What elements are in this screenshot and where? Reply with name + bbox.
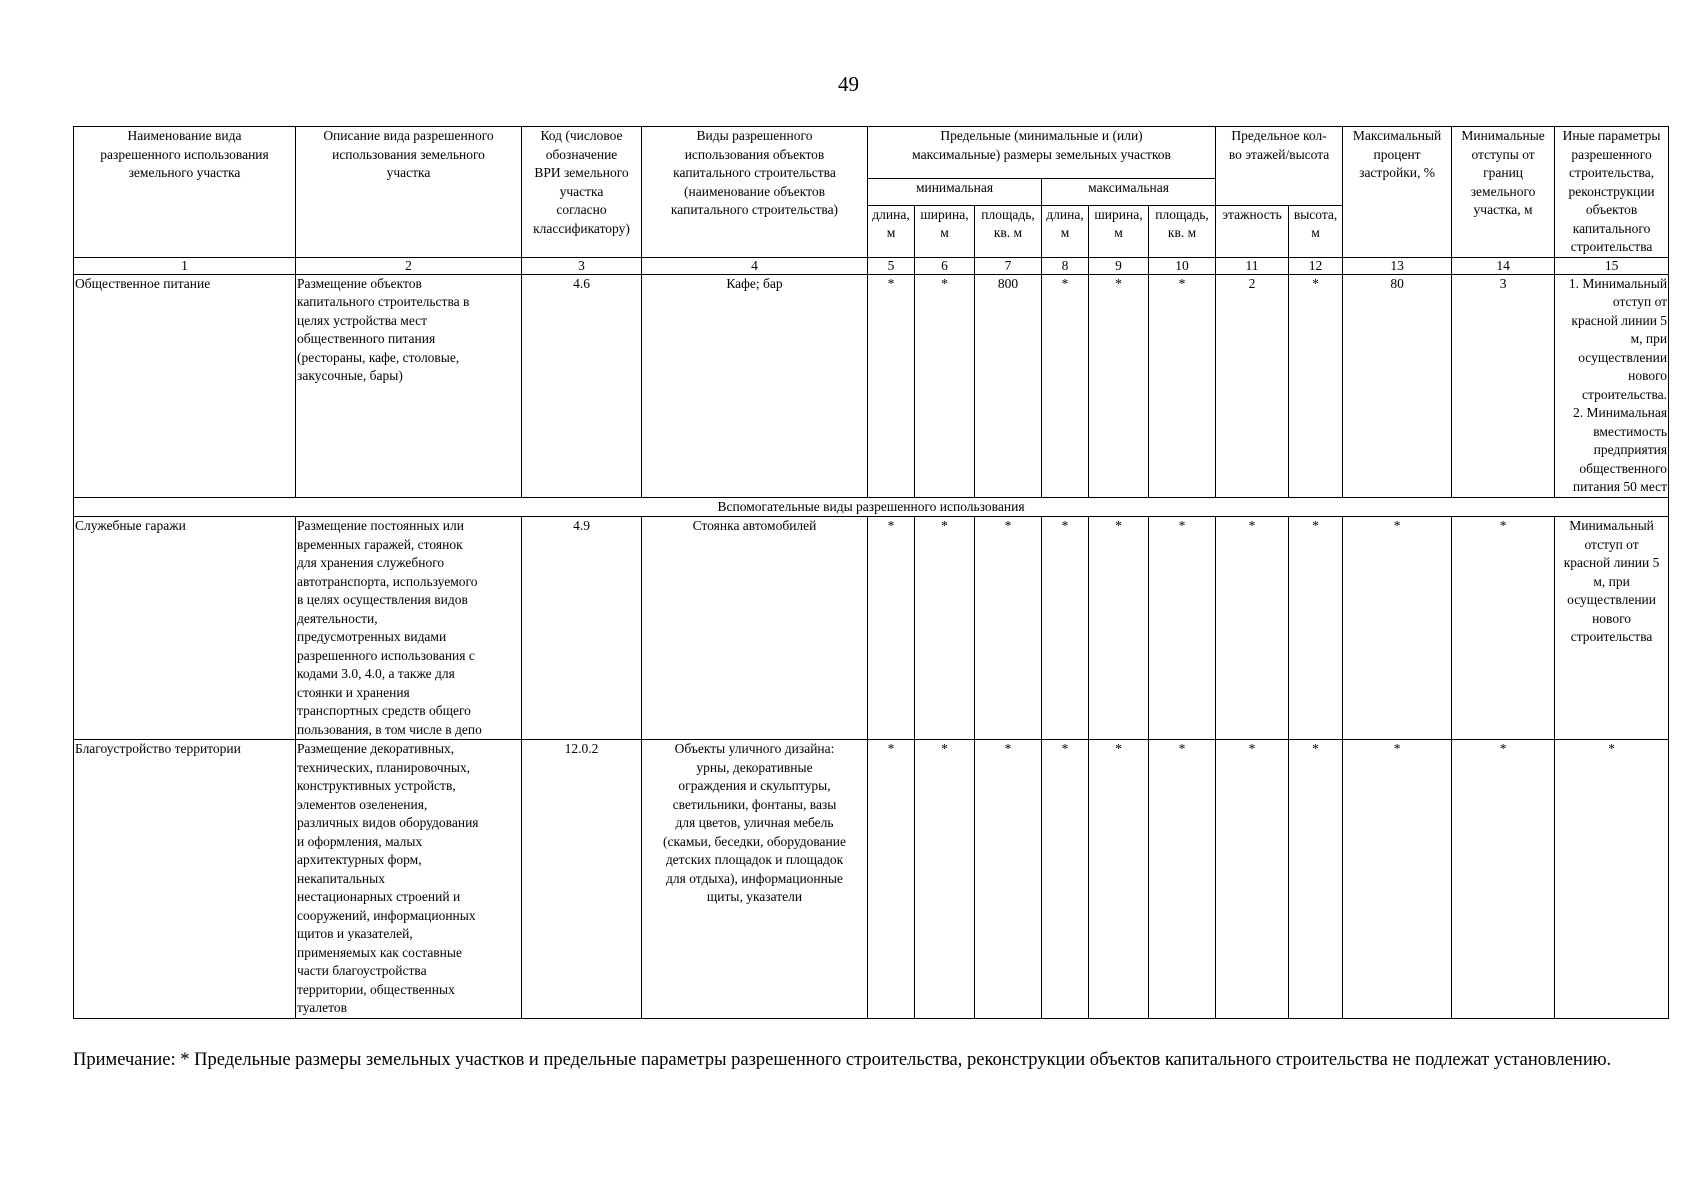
use-code: 12.0.2 <box>522 740 642 1019</box>
text-line: капитального строительства в <box>297 294 470 309</box>
text-line: пользования, в том числе в депо <box>297 721 482 737</box>
text-line: предусмотренных видами <box>297 629 447 644</box>
header-max-length <box>1042 205 1089 257</box>
header-name <box>74 127 296 258</box>
text-line: временных гаражей, стоянок <box>297 536 463 552</box>
text-line: различных видов оборудования <box>297 815 479 830</box>
text-line: целях устройства мест <box>297 312 428 328</box>
use-code: 4.9 <box>522 517 642 740</box>
capital-object-types <box>642 740 868 1019</box>
limit-value: * <box>1089 274 1149 497</box>
text-line: м <box>1114 225 1123 241</box>
text-line: разрешенного использования с <box>297 647 475 663</box>
text-line: Виды разрешенного <box>696 128 813 143</box>
limit-value: 800 <box>975 274 1042 497</box>
other-params <box>1555 274 1669 497</box>
text-line: длина, <box>872 206 910 222</box>
text-line: общественного питания <box>297 331 436 346</box>
text-line: строительства <box>1570 629 1653 644</box>
text-line: застройки, % <box>1359 165 1435 180</box>
text-line: Описание вида разрешенного <box>323 128 494 143</box>
column-numbers-row <box>74 257 1669 274</box>
text-line: максимальные) размеры земельных участков <box>912 146 1171 162</box>
limit-value: * <box>1343 740 1452 1019</box>
text-line: (рестораны, кафе, столовые, <box>297 349 460 365</box>
text-line: щитов и указателей, <box>297 926 413 941</box>
text-line: использования земельного <box>332 146 485 162</box>
text-line: участка <box>559 183 604 199</box>
text-line: кодами 3.0, 4.0, а также для <box>297 666 455 681</box>
text-line: м, при <box>1593 573 1630 589</box>
text-line: Предельное кол- <box>1231 128 1327 143</box>
text-line: разрешенного <box>1571 146 1652 162</box>
use-description <box>296 274 522 497</box>
text-line: отступ от <box>1612 294 1668 309</box>
text-line: отступ от <box>1584 536 1639 552</box>
text-line: красной линии 5 <box>1571 312 1668 328</box>
text-line: разрешенного использования <box>100 146 269 162</box>
section-row <box>74 497 1669 517</box>
text-line: нового <box>1628 368 1668 383</box>
header-min-length <box>868 205 915 257</box>
column-number: 8 <box>1042 257 1089 274</box>
text-line: питания 50 мест <box>1572 479 1668 494</box>
text-line: некапитальных <box>297 870 385 886</box>
limit-value: * <box>1452 517 1555 740</box>
column-number: 14 <box>1452 257 1555 274</box>
text-line: (скамьи, беседки, оборудование <box>663 833 846 849</box>
limit-value: * <box>868 517 915 740</box>
text-line: осуществлении <box>1578 349 1668 365</box>
limit-value: * <box>1216 517 1289 740</box>
header-plot-limits <box>868 127 1216 179</box>
table-row <box>74 274 1669 497</box>
text-line: ограждения и скульптуры, <box>678 778 831 793</box>
limit-value: * <box>1149 274 1216 497</box>
text-line: отступы от <box>1471 146 1535 162</box>
header-max-width <box>1089 205 1149 257</box>
limit-value: * <box>915 517 975 740</box>
text-line: предприятия <box>1593 442 1668 457</box>
limit-value: * <box>868 274 915 497</box>
text-line: конструктивных устройств, <box>297 778 456 793</box>
text-line: (наименование объектов <box>684 183 825 199</box>
text-line: * <box>1608 741 1615 756</box>
use-name: Благоустройство территории <box>74 740 296 1019</box>
text-line: классификатору) <box>533 220 630 236</box>
text-line: м, при <box>1630 331 1668 346</box>
use-name: Общественное питание <box>74 274 296 497</box>
text-line: осуществлении <box>1567 592 1656 607</box>
header-min-width <box>915 205 975 257</box>
column-number: 9 <box>1089 257 1149 274</box>
table-row <box>74 517 1669 740</box>
column-number: 10 <box>1149 257 1216 274</box>
text-line: общественного <box>1579 460 1668 476</box>
text-line: красной линии 5 <box>1563 555 1660 570</box>
header-height <box>1289 205 1343 257</box>
text-line: ширина, <box>1094 206 1143 222</box>
text-line: ширина, <box>920 206 969 222</box>
text-line: м <box>1311 225 1320 241</box>
text-line: Максимальный <box>1352 128 1442 143</box>
limit-value: * <box>915 274 975 497</box>
text-line: технических, планировочных, <box>297 759 471 775</box>
text-line: деятельности, <box>297 610 378 626</box>
column-number: 6 <box>915 257 975 274</box>
text-line: согласно <box>556 202 607 217</box>
text-line: использования объектов <box>684 146 825 162</box>
text-line: Кафе; бар <box>726 275 783 291</box>
limit-value: * <box>975 517 1042 740</box>
text-line: м <box>1060 225 1070 241</box>
text-line: Минимальный <box>1569 518 1654 533</box>
text-line: Предельные (минимальные и (или) <box>940 128 1143 143</box>
text-line: светильники, фонтаны, вазы <box>672 796 837 812</box>
text-line: детских площадок и площадок <box>665 852 844 867</box>
header-min-area <box>975 205 1042 257</box>
column-number: 15 <box>1555 257 1669 274</box>
limit-value: * <box>1216 740 1289 1019</box>
text-line: Наименование вида <box>127 128 242 143</box>
capital-object-types <box>642 517 868 740</box>
text-line: капитального строительства) <box>670 202 839 217</box>
text-line: кв. м <box>993 225 1023 241</box>
text-line: земельного <box>1470 183 1536 199</box>
limit-value: * <box>1149 517 1216 740</box>
limit-value: * <box>1289 274 1343 497</box>
column-number: 1 <box>74 257 296 274</box>
column-number: 4 <box>642 257 868 274</box>
text-line: ВРИ земельного <box>534 165 629 180</box>
text-line: нового <box>1592 610 1632 626</box>
text-line: длина, <box>1046 206 1084 222</box>
limit-value: * <box>1289 517 1343 740</box>
use-name: Служебные гаражи <box>74 517 296 740</box>
text-line: процент <box>1373 146 1421 162</box>
limit-value: * <box>1042 740 1089 1019</box>
text-line: объектов <box>1585 202 1638 217</box>
header-other-params <box>1555 127 1669 258</box>
header-maximal: максимальная <box>1042 178 1216 205</box>
limit-value: * <box>1089 740 1149 1019</box>
column-number: 12 <box>1289 257 1343 274</box>
header-max-coverage <box>1343 127 1452 258</box>
text-line: капитального <box>1572 220 1651 236</box>
text-line: урны, декоративные <box>696 759 813 775</box>
text-line: площадь, <box>1155 206 1209 222</box>
text-line: вместимость <box>1593 423 1668 439</box>
use-code: 4.6 <box>522 274 642 497</box>
text-line: для хранения служебного <box>297 555 445 570</box>
header-code <box>522 127 642 258</box>
text-line: территории, общественных <box>297 981 455 997</box>
other-params <box>1555 740 1669 1019</box>
text-line: во этажей/высота <box>1228 146 1330 162</box>
header-max-area <box>1149 205 1216 257</box>
limit-value: 2 <box>1216 274 1289 497</box>
footnote: Примечание: * Предельные размеры земельных участков и предельные параметры разрешенного строительства, реконструкции объектов капитального строительства не подлежат установлению. <box>73 1050 1612 1070</box>
capital-object-types <box>642 274 868 497</box>
column-number: 5 <box>868 257 915 274</box>
limit-value: * <box>1343 517 1452 740</box>
header-floors-height <box>1216 127 1343 206</box>
text-line: участка, м <box>1473 202 1533 217</box>
text-line: кв. м <box>1167 225 1197 241</box>
text-line: туалетов <box>297 1000 347 1015</box>
text-line: обозначение <box>545 146 618 162</box>
text-line: в целях осуществления видов <box>297 592 468 607</box>
column-number: 11 <box>1216 257 1289 274</box>
text-line: нестационарных строений и <box>297 889 461 904</box>
table-row <box>74 740 1669 1019</box>
text-line: части благоустройства <box>297 963 427 978</box>
text-line: границ <box>1483 165 1524 180</box>
text-line: Код (числовое <box>540 128 623 143</box>
column-number: 3 <box>522 257 642 274</box>
text-line: строительства. <box>1582 386 1668 402</box>
text-line: Минимальные <box>1461 128 1545 143</box>
text-line: транспортных средств общего <box>297 703 471 718</box>
limit-value: * <box>1289 740 1343 1019</box>
use-description <box>296 517 522 740</box>
limit-value: * <box>975 740 1042 1019</box>
text-line: 2. Минимальная <box>1573 405 1668 420</box>
text-line: автотранспорта, используемого <box>297 573 478 589</box>
other-params <box>1555 517 1669 740</box>
limit-value: 80 <box>1343 274 1452 497</box>
text-line: Иные параметры <box>1562 128 1661 143</box>
text-line: Размещение декоративных, <box>297 741 455 756</box>
text-line: площадь, <box>981 206 1035 222</box>
text-line: архитектурных форм, <box>297 852 422 867</box>
header-permitted-types <box>642 127 868 258</box>
text-line: м <box>886 225 896 241</box>
text-line: сооружений, информационных <box>297 907 476 923</box>
text-line: высота, <box>1293 206 1338 222</box>
header-row <box>74 127 1669 179</box>
limit-value: * <box>868 740 915 1019</box>
text-line: 1. Минимальный <box>1568 275 1668 291</box>
text-line: Объекты уличного дизайна: <box>674 741 835 756</box>
land-use-table <box>73 126 1669 1019</box>
auxiliary-section-title: Вспомогательные виды разрешенного использования <box>74 497 1669 517</box>
column-number: 2 <box>296 257 522 274</box>
text-line: Стоянка автомобилей <box>692 518 817 533</box>
column-number: 7 <box>975 257 1042 274</box>
text-line: для цветов, уличная мебель <box>675 815 834 830</box>
text-line: применяемых как составные <box>297 944 462 960</box>
limit-value: * <box>1042 517 1089 740</box>
text-line: капитального строительства <box>673 165 836 180</box>
text-line: стоянки и хранения <box>297 684 410 700</box>
text-line: строительства, <box>1569 165 1655 180</box>
use-description <box>296 740 522 1019</box>
page-number: 49 <box>838 72 859 96</box>
limit-value: * <box>1042 274 1089 497</box>
header-min-setbacks <box>1452 127 1555 258</box>
text-line: закусочные, бары) <box>297 368 403 383</box>
header-description <box>296 127 522 258</box>
limit-value: * <box>1149 740 1216 1019</box>
text-line: м <box>940 225 949 241</box>
text-line: земельного участка <box>128 165 241 180</box>
text-line: участка <box>386 165 431 180</box>
column-number: 13 <box>1343 257 1452 274</box>
text-line: и оформления, малых <box>297 833 423 849</box>
limit-value: 3 <box>1452 274 1555 497</box>
text-line: строительства <box>1570 239 1653 254</box>
limit-value: * <box>915 740 975 1019</box>
text-line: элементов озеленения, <box>297 796 428 812</box>
header-floors: этажность <box>1216 205 1289 257</box>
limit-value: * <box>1089 517 1149 740</box>
limit-value: * <box>1452 740 1555 1019</box>
text-line: щиты, указатели <box>706 889 803 904</box>
text-line: Размещение объектов <box>297 275 422 291</box>
text-line: для отдыха), информационные <box>666 870 843 886</box>
header-minimal: минимальная <box>868 178 1042 205</box>
text-line: Размещение постоянных или <box>297 518 464 533</box>
text-line: реконструкции <box>1568 183 1655 199</box>
